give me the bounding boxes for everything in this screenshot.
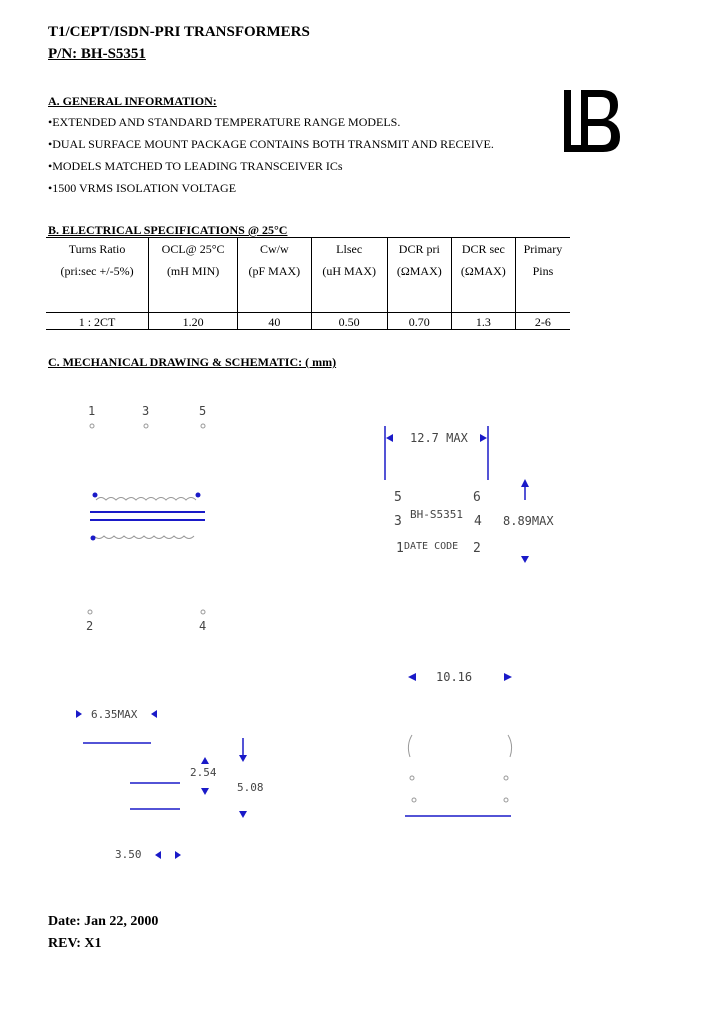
general-heading: A. GENERAL INFORMATION:: [48, 94, 217, 108]
table-cell: 0.70: [387, 313, 451, 330]
table-cell: 1.20: [149, 313, 238, 330]
schematic-pin-label: 2: [86, 619, 94, 633]
page-title: T1/CEPT/ISDN-PRI TRANSFORMERS: [48, 24, 310, 40]
table-cell: 40: [238, 313, 311, 330]
mechanical-heading: C. MECHANICAL DRAWING & SCHEMATIC: ( mm): [48, 355, 337, 369]
top-view-height-label: 8.89MAX: [503, 514, 554, 528]
column-header: DCR sec (ΩMAX): [451, 238, 515, 313]
end-view-width-label: 10.16: [436, 670, 473, 684]
top-view-width-label: 12.7 MAX: [410, 431, 468, 445]
top-view-pin: 3: [394, 514, 402, 529]
top-view-pin: 6: [473, 490, 481, 505]
schematic-pin-label: 5: [199, 404, 207, 418]
schematic-pin-label: 1: [88, 404, 96, 418]
column-header: Primary Pins: [515, 238, 570, 313]
general-bullet: •1500 VRMS ISOLATION VOLTAGE: [48, 181, 237, 195]
column-header: Llsec (uH MAX): [311, 238, 387, 313]
table-cell: 1 : 2CT: [46, 313, 149, 330]
general-bullet: •DUAL SURFACE MOUNT PACKAGE CONTAINS BOTH TRANSMIT AND RECEIVE.: [48, 137, 494, 151]
top-view-date-label: DATE CODE: [404, 541, 459, 552]
column-header: Cw/w (pF MAX): [238, 238, 311, 313]
end-view: [405, 673, 512, 816]
column-header: DCR pri (ΩMAX): [387, 238, 451, 313]
column-header: Turns Ratio (pri:sec +/-5%): [46, 238, 149, 313]
footer-rev: REV: X1: [48, 936, 102, 951]
side-view-dim-508: 5.08: [237, 781, 264, 794]
top-view-pin: 1: [396, 541, 404, 556]
electrical-heading: B. ELECTRICAL SPECIFICATIONS @ 25°C: [48, 223, 288, 237]
schematic-pin-label: 4: [199, 619, 207, 633]
table-cell: 0.50: [311, 313, 387, 330]
schematic-pin-label: 3: [142, 404, 150, 418]
general-bullet: •EXTENDED AND STANDARD TEMPERATURE RANGE MODELS.: [48, 115, 401, 129]
top-view-part-label: BH-S5351: [410, 508, 463, 521]
top-view-pin: 2: [473, 541, 481, 556]
general-bullet: •MODELS MATCHED TO LEADING TRANSCEIVER ICs: [48, 159, 343, 173]
side-view: [76, 710, 247, 859]
top-view-pin: 5: [394, 490, 402, 505]
column-header: OCL@ 25°C (mH MIN): [149, 238, 238, 313]
part-number: P/N: BH-S5351: [48, 46, 146, 62]
top-view-pin: 4: [474, 514, 482, 529]
footer-date: Date: Jan 22, 2000: [48, 914, 159, 929]
schematic-transformer: [88, 424, 205, 614]
side-view-dim-350: 3.50: [115, 848, 142, 861]
table-cell: 2-6: [515, 313, 570, 330]
side-view-width-label: 6.35MAX: [91, 708, 138, 721]
table-cell: 1.3: [451, 313, 515, 330]
side-view-dim-254: 2.54: [190, 766, 217, 779]
